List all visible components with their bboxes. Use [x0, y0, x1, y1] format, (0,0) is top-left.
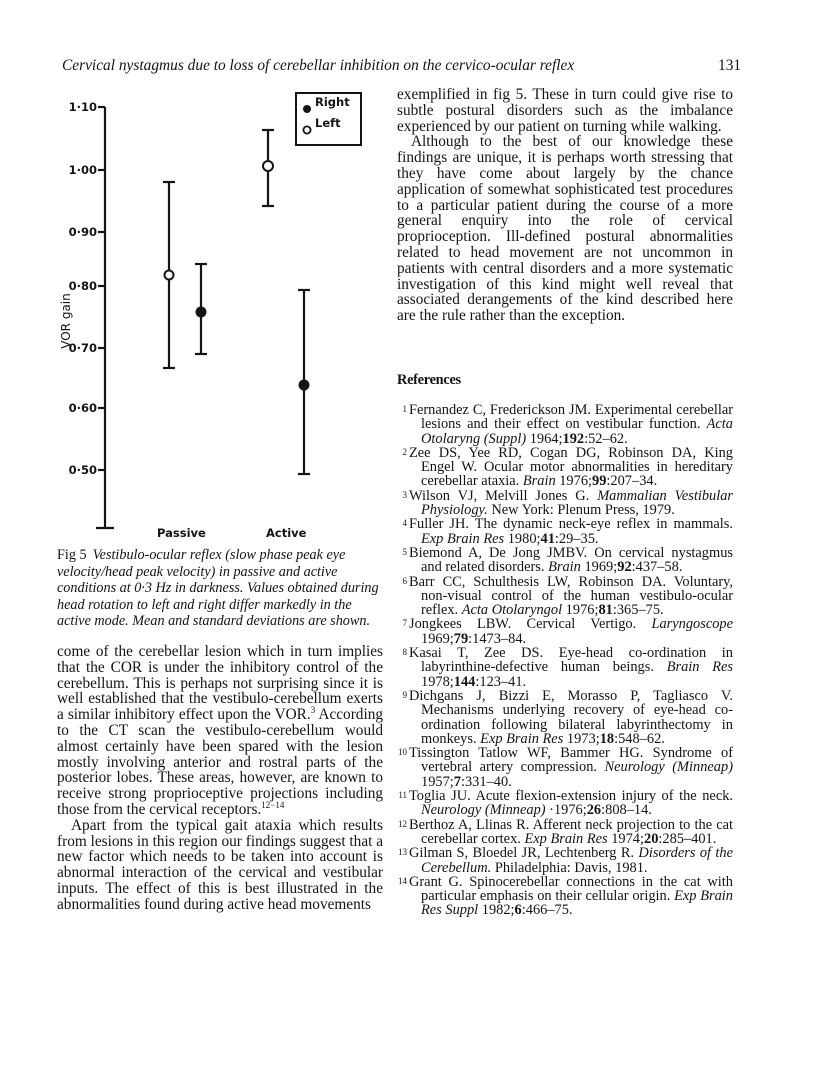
- reference-list: [397, 403, 733, 918]
- running-title: Cervical nystagmus due to loss of cerebellar inhibition on the cervico-ocular reflex: [62, 57, 575, 74]
- reference-volume: 192: [562, 430, 585, 447]
- reference-text: Dichgans J, Bizzi E, Morasso P, Tagliasco V. Mechanisms underlying recovery of eye-head co-ordination following bilateral labyrinthectomy in monkeys. Exp Brain Res 1973;18:548–62.: [409, 687, 733, 747]
- reference-journal: Exp Brain Res: [524, 830, 608, 847]
- y-tick-label: 1·00: [68, 163, 97, 177]
- reference-number: 12: [398, 818, 407, 829]
- figure-caption: [57, 547, 383, 630]
- reference-volume: 99: [592, 473, 607, 490]
- reference-text: Biemond A, De Jong JMBV. On cervical nystagmus and related disorders. Brain 1969;92:437–58.: [409, 544, 733, 576]
- reference-number: 4: [402, 518, 407, 529]
- reference-text: Tissington Tatlow WF, Bammer HG. Syndrome of vertebral artery compression. Neurology (Minneap) 1957;7:331–40.: [409, 745, 733, 790]
- caption-text: Vestibulo-ocular reflex (slow phase peak eye velocity/head peak velocity) in passive and active conditions at 0·3 Hz in darkness. Values obtained during head rotation to left and right differ markedly in the active mode. Mean and standard deviations are shown.: [57, 547, 379, 630]
- reference-number: 14: [398, 875, 407, 886]
- reference-text: Gilman S, Bloedel JR, Lechtenberg R. Disorders of the Cerebellum. Philadelphia: Davis, 1981.: [409, 845, 733, 876]
- y-tick-label: 0·90: [68, 225, 97, 239]
- reference-number: 2: [402, 446, 407, 457]
- reference-volume: 92: [617, 559, 632, 576]
- reference-text: Barr CC, Schulthesis LW, Robinson DA. Voluntary, non-visual control of the human vestibulo-ocular reflex. Acta Otolaryngol 1976;81:365–75.: [409, 573, 733, 619]
- page-number: 131: [718, 57, 742, 74]
- reference-volume: 41: [540, 530, 555, 547]
- reference-item: [397, 575, 733, 618]
- reference-journal: Acta Otolaryngol: [461, 602, 563, 619]
- y-axis-label: VOR gain: [59, 293, 73, 349]
- reference-text: Jongkees LBW. Cervical Vertigo. Laryngoscope 1969;79:1473–84.: [409, 616, 733, 647]
- left-column-text: [57, 644, 383, 913]
- reference-item: [397, 646, 733, 689]
- legend-left-label: Left: [315, 116, 341, 130]
- reference-volume: 18: [599, 730, 615, 747]
- reference-item: [397, 617, 733, 646]
- reference-journal: Brain: [522, 473, 556, 490]
- reference-volume: 6: [514, 902, 522, 919]
- reference-item: [397, 403, 733, 446]
- reference-volume: 144: [453, 673, 476, 690]
- reference-item: [397, 489, 733, 518]
- paragraph-text: come of the cerebellar lesion which in turn implies that the COR is under the inhibitory control of the cerebellum. This is perhaps not surprising since it is well established that the vestibulo-cerebellum exerts a similar inhibitory effect upon the VOR.: [57, 643, 383, 724]
- reference-text: Kasai T, Zee DS. Eye-head co-ordination in labyrinthine-defective human beings. Brain Res 1978;144:123–41.: [409, 645, 734, 690]
- reference-volume: 79: [453, 630, 469, 647]
- paragraph-text: According to the CT scan the vestibulo-cerebellum would almost certainly have been spared with the lesion mostly involving anterior and rostral parts of the posterior lobes. These areas, however, are known to receive strong proprioceptive projections including those from the cervical receptors.: [57, 706, 383, 818]
- body-paragraph: exemplified in fig 5. These in turn could give rise to subtle postural disorders such as the imbalance experienced by our patient on turning while walking.: [397, 86, 733, 135]
- reference-text: Wilson VJ, Melvill Jones G. Mammalian Vestibular Physiology. New York: Plenum Press, 1979.: [409, 487, 734, 519]
- reference-text: Toglia JU. Acute flexion-extension injury of the neck. Neurology (Minneap) ·1976;26:808–14.: [409, 788, 733, 819]
- y-tick-label: 0·60: [68, 401, 97, 415]
- body-paragraph: Although to the best of our knowledge these findings are unique, it is perhaps worth stressing that they have come about largely by the chance application of somewhat sophisticated test procedures to a particular patient during the course of a more general enquiry into the role of cervical proprioception. Ill-defined postural abnormalities related to head movement are not uncommon in patients with central disorders and a more systematic investigation of this kind might well reveal that associated derangements of the kind described here are the rule rather than the exception.: [397, 133, 733, 325]
- reference-item: [397, 446, 733, 489]
- reference-volume: 81: [598, 602, 613, 619]
- reference-volume: 26: [586, 802, 602, 819]
- x-label-passive: Passive: [157, 526, 206, 540]
- reference-text: Fuller JH. The dynamic neck-eye reflex in mammals. Exp Brain Res 1980;41:29–35.: [409, 516, 733, 547]
- reference-journal: Brain: [548, 559, 581, 576]
- reference-number: 3: [402, 489, 407, 500]
- reference-item: [397, 846, 733, 875]
- y-tick-label: 1·10: [68, 100, 97, 114]
- reference-item: [397, 517, 733, 546]
- body-paragraph: Apart from the typical gait ataxia which results from lesions in this region our findings suggest that a new factor which needs to be taken into account is abnormal interaction of the cervical and vestibular inputs. The effect of this is best illustrated in the abnormalities found during active head movements: [57, 816, 383, 913]
- reference-number: 10: [398, 747, 407, 758]
- reference-item: [397, 689, 733, 746]
- reference-text: Zee DS, Yee RD, Cogan DG, Robinson DA, King Engel W. Ocular motor abnormalities in hereditary cerebellar ataxia. Brain 1976;99:207–34.: [409, 444, 733, 490]
- reference-text: Grant G. Spinocerebellar connections in the cat with particular emphasis on their cellular origin. Exp Brain Res Suppl 1982;6:466–75.: [409, 873, 733, 919]
- reference-journal: Disorders of the Cerebellum.: [421, 845, 733, 876]
- reference-number: 6: [402, 575, 407, 586]
- reference-journal: Acta Otolaryng (Suppl): [421, 416, 733, 447]
- reference-number: 9: [402, 689, 407, 700]
- right-column-text: [397, 87, 733, 324]
- reference-volume: 7: [453, 773, 461, 790]
- reference-journal: Neurology (Minneap): [604, 759, 733, 776]
- reference-number: 11: [398, 790, 407, 801]
- reference-number: 1: [402, 404, 407, 414]
- reference-number: 13: [398, 847, 407, 858]
- reference-item: [397, 818, 733, 847]
- y-tick-label: 0·80: [68, 279, 97, 293]
- reference-journal: Exp Brain Res: [480, 730, 564, 747]
- reference-journal: Exp Brain Res Suppl: [421, 888, 733, 919]
- body-paragraph: [57, 644, 383, 818]
- reference-item: [397, 546, 733, 575]
- reference-item: [397, 875, 733, 918]
- y-tick-label: 0·50: [68, 463, 97, 477]
- citation: 12−14: [261, 799, 285, 810]
- citation: 3: [310, 705, 316, 716]
- reference-text: Fernandez C, Frederickson JM. Experimental cerebellar lesions and their effect on vestibular function. Acta Otolaryng (Suppl) 1964;192:52–62.: [409, 402, 733, 447]
- reference-journal: Brain Res: [666, 659, 734, 676]
- reference-number: 5: [402, 546, 407, 557]
- x-label-active: Active: [266, 526, 307, 540]
- reference-journal: Exp Brain Res: [421, 530, 505, 547]
- reference-journal: Laryngoscope: [651, 616, 733, 633]
- reference-number: 7: [402, 618, 407, 629]
- figure-label: Fig 5: [57, 547, 87, 563]
- reference-journal: Mammalian Vestibular Physiology.: [421, 487, 734, 519]
- reference-volume: 20: [644, 830, 659, 847]
- y-tick-label: 0·70: [68, 341, 97, 355]
- reference-item: [397, 789, 733, 818]
- reference-number: 8: [402, 647, 407, 658]
- reference-item: [397, 746, 733, 789]
- figure-5: [50, 82, 380, 542]
- legend-right-label: Right: [315, 95, 350, 109]
- reference-text: Berthoz A, Llinas R. Afferent neck projection to the cat cerebellar cortex. Exp Brain Res 1974;20:285–401.: [409, 816, 733, 847]
- references-heading: References: [397, 372, 461, 388]
- reference-journal: Neurology (Minneap): [421, 802, 546, 819]
